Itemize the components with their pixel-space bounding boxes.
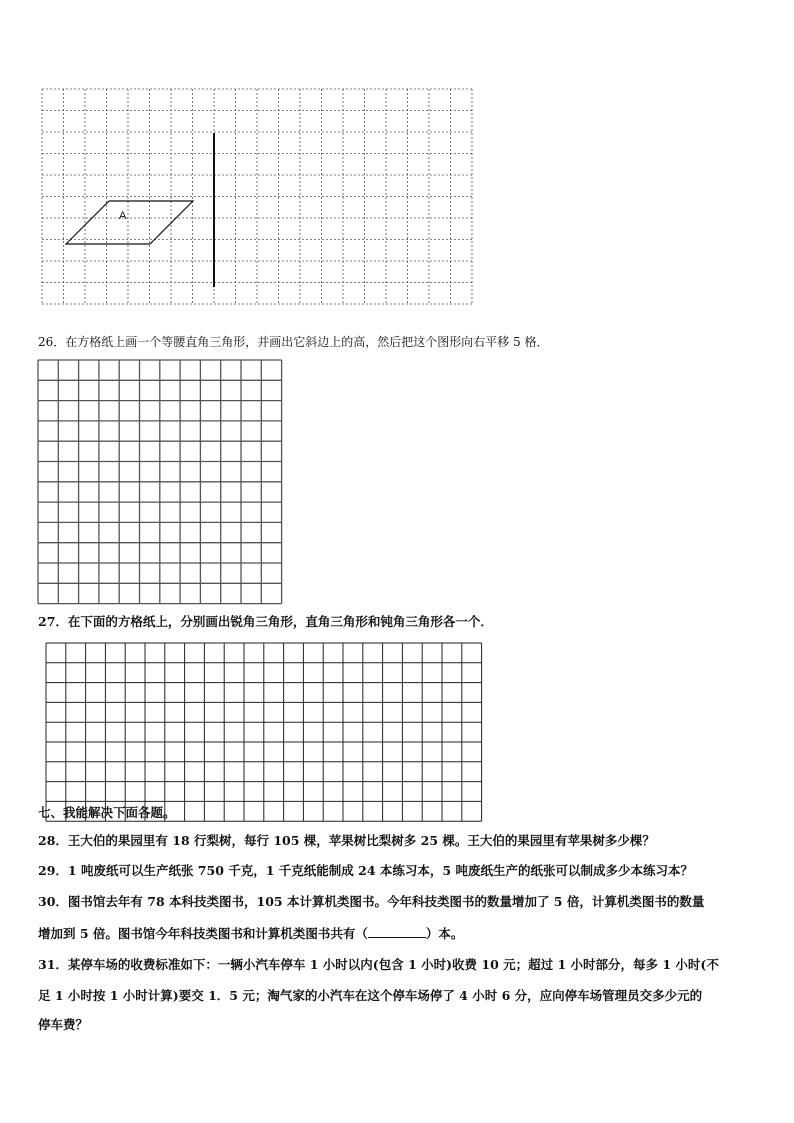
question-27: 27．在下面的方格纸上，分别画出锐角三角形，直角三角形和钝角三角形各一个． — [38, 614, 493, 629]
answer-blank[interactable] — [368, 926, 426, 938]
question-26: 26．在方格纸上画一个等腰直角三角形，并画出它斜边上的高，然后把这个图形向右平移 5 格． — [38, 335, 549, 349]
question-31-line3: 停车费？ — [38, 1017, 89, 1032]
question-31-line2: 足 1 小时按 1 小时计算)要交 1．5 元；淘气家的小汽车在这个停车场停了 4 小时 6 分，应向停车场管理员交多少元的 — [38, 988, 703, 1003]
question-30-line1: 30．图书馆去年有 78 本科技类图书，105 本计算机类图书。今年科技类图书的数量增加了 5 倍，计算机类图书的数量 — [38, 894, 705, 909]
question-30-text-before: 增加到 5 倍。图书馆今年科技类图书和计算机类图书共有（ — [38, 926, 368, 941]
question-28: 28．王大伯的果园里有 18 行梨树，每行 105 棵，苹果树比梨树多 25 棵。王大伯的果园里有苹果树多少棵？ — [38, 833, 655, 848]
question-29: 29．1 吨废纸可以生产纸张 750 千克，1 千克纸能制成 24 本练习本，5 吨废纸生产的纸张可以制成多少本练习本？ — [38, 863, 693, 878]
section-title: 七、我能解决下面各题。 — [38, 805, 176, 820]
question-30-text-after: ）本。 — [425, 926, 464, 941]
question-31-line1: 31．某停车场的收费标准如下：一辆小汽车停车 1 小时以内(包含 1 小时)收费 10 元；超过 1 小时部分，每多 1 小时(不 — [38, 957, 719, 972]
question-30-line2 — [38, 926, 463, 942]
parallelogram-label: A — [119, 210, 127, 222]
